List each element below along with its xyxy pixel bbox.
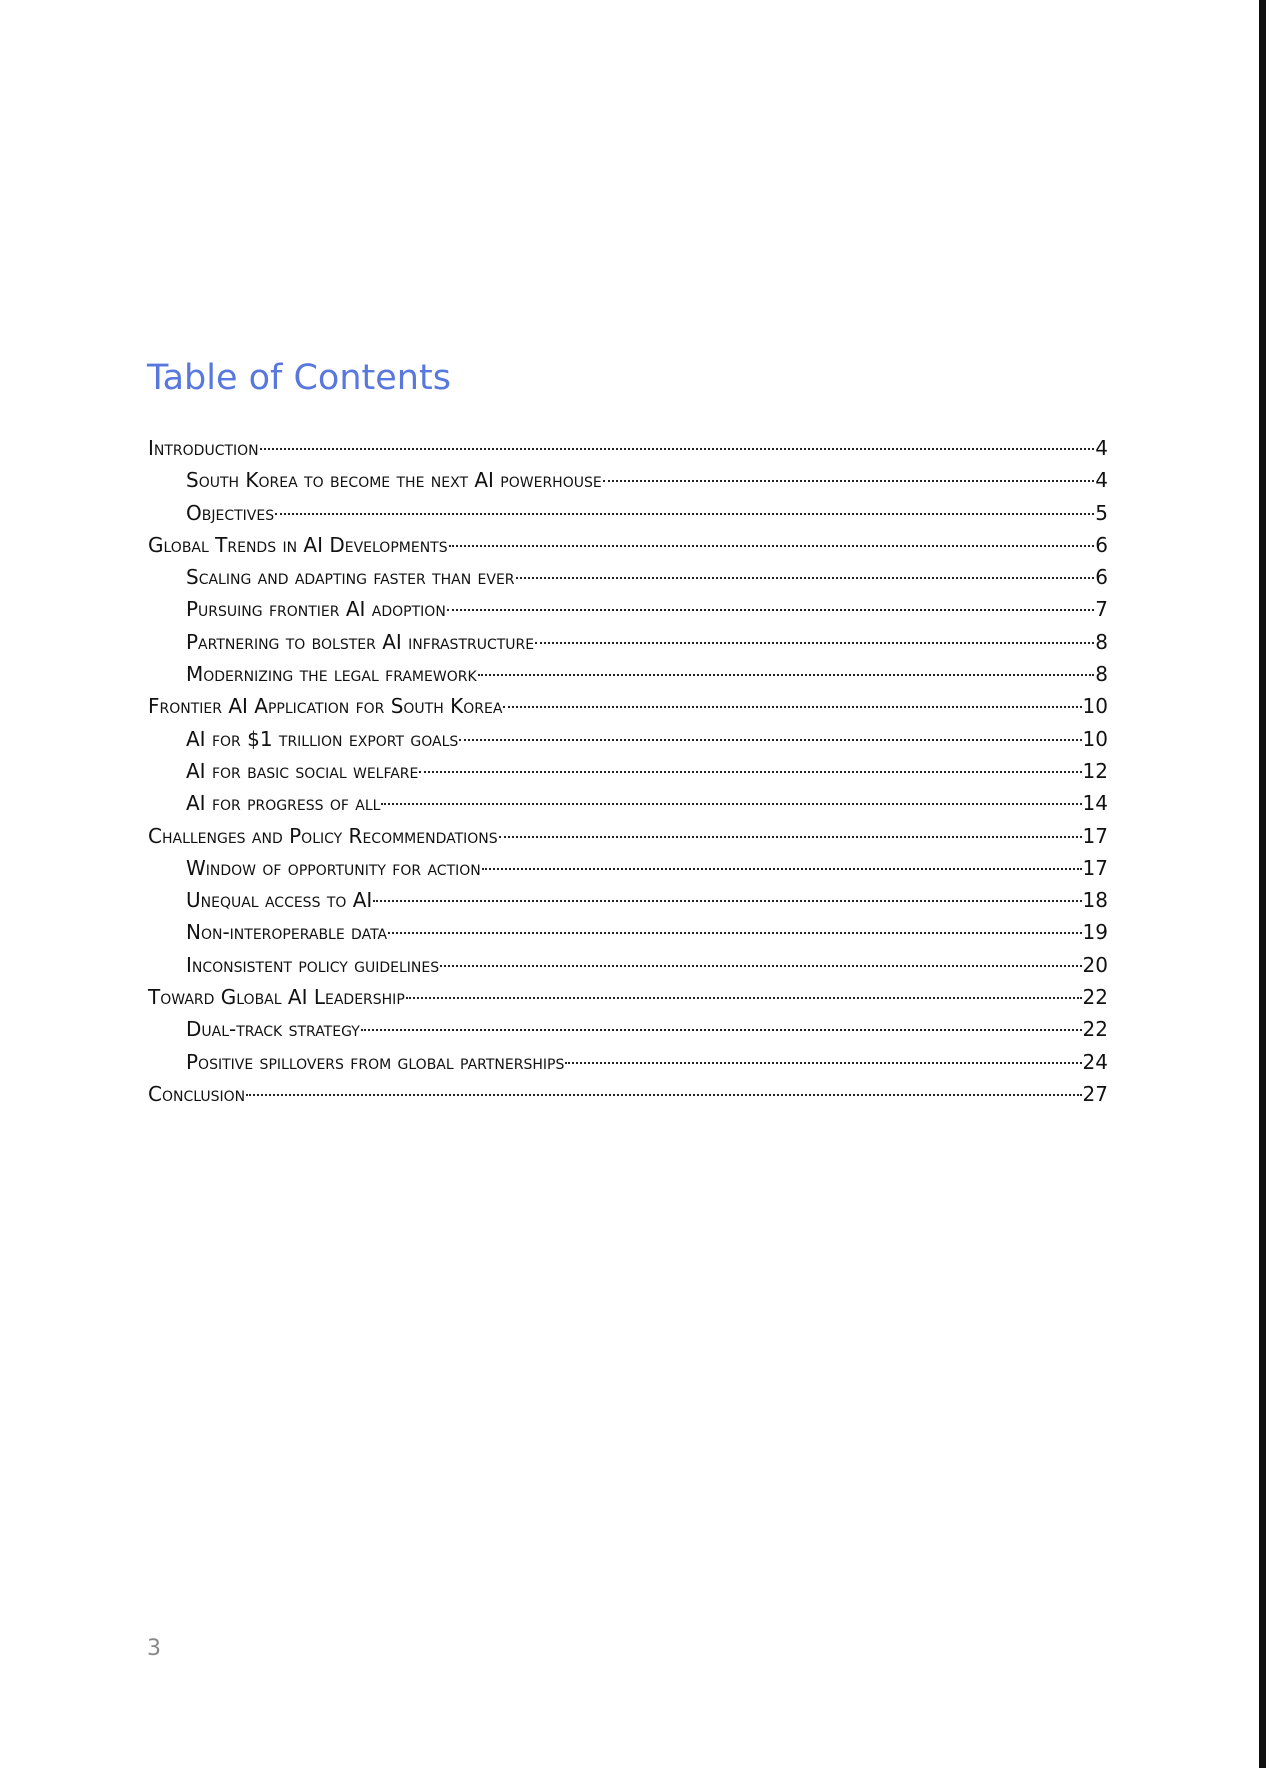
toc-subsection-entry[interactable] <box>148 464 1108 496</box>
dot-leader <box>361 1029 1082 1031</box>
toc-entry-page-number: 5 <box>1095 500 1108 525</box>
toc-subsection-entry[interactable] <box>148 852 1108 884</box>
dot-leader <box>381 803 1081 805</box>
toc-entry-label: AI for $1 trillion export goals <box>186 726 459 751</box>
toc-entry-label: Pursuing frontier AI adoption <box>186 597 446 622</box>
toc-subsection-entry[interactable] <box>148 949 1108 981</box>
dot-leader <box>260 448 1095 450</box>
toc-entry-page-number: 6 <box>1095 532 1108 557</box>
toc-subsection-entry[interactable] <box>148 658 1108 690</box>
toc-entry-page-number: 17 <box>1082 855 1108 880</box>
toc-entry-page-number: 22 <box>1082 985 1108 1010</box>
dot-leader <box>603 480 1095 482</box>
toc-entry-label: South Korea to become the next AI powerhouse <box>186 468 602 493</box>
toc-subsection-entry[interactable] <box>148 1013 1108 1045</box>
dot-leader <box>482 868 1082 870</box>
toc-entry-label: Objectives <box>186 500 275 525</box>
toc-entry-label: Toward Global AI Leadership <box>148 985 405 1010</box>
toc-entry-label: Positive spillovers from global partnerships <box>186 1049 565 1074</box>
toc-subsection-entry[interactable] <box>148 755 1108 787</box>
toc-entry-page-number: 27 <box>1082 1081 1108 1106</box>
toc-subsection-entry[interactable] <box>148 1046 1108 1078</box>
toc-entry-page-number: 7 <box>1095 597 1108 622</box>
dot-leader <box>447 609 1094 611</box>
toc-entry-label: AI for progress of all <box>186 791 381 816</box>
toc-entry-label: Non-interoperable data <box>186 920 388 945</box>
toc-entry-label: Modernizing the legal framework <box>186 662 477 687</box>
dot-leader <box>478 674 1095 676</box>
toc-section-entry[interactable] <box>148 432 1108 464</box>
toc-entry-page-number: 18 <box>1082 888 1108 913</box>
toc-entry-page-number: 17 <box>1082 823 1108 848</box>
toc-entry-label: Conclusion <box>148 1081 246 1106</box>
dot-leader <box>246 1094 1081 1096</box>
toc-subsection-entry[interactable] <box>148 916 1108 948</box>
toc-section-entry[interactable] <box>148 981 1108 1013</box>
toc-section-entry[interactable] <box>148 820 1108 852</box>
toc-entry-page-number: 10 <box>1082 694 1108 719</box>
dot-leader <box>388 932 1081 934</box>
toc-entry-page-number: 8 <box>1095 629 1108 654</box>
toc-entry-label: Unequal access to AI <box>186 888 373 913</box>
dot-leader <box>499 836 1082 838</box>
dot-leader <box>275 513 1094 515</box>
dot-leader <box>406 997 1082 999</box>
toc-subsection-entry[interactable] <box>148 723 1108 755</box>
dot-leader <box>535 642 1094 644</box>
toc-entry-page-number: 6 <box>1095 565 1108 590</box>
toc-entry-label: Frontier AI Application for South Korea <box>148 694 503 719</box>
toc-entry-page-number: 4 <box>1095 436 1108 460</box>
dot-leader <box>449 545 1095 547</box>
toc-subsection-entry[interactable] <box>148 497 1108 529</box>
toc-entry-label: Partnering to bolster AI infrastructure <box>186 629 535 654</box>
dot-leader <box>565 1062 1081 1064</box>
toc-section-entry[interactable] <box>148 690 1108 722</box>
toc-subsection-entry[interactable] <box>148 561 1108 593</box>
toc-entry-page-number: 14 <box>1082 791 1108 816</box>
toc-entry-page-number: 10 <box>1082 726 1108 751</box>
dot-leader <box>440 965 1081 967</box>
toc-entry-label: Dual-track strategy <box>186 1017 360 1042</box>
toc-entry-label: Challenges and Policy Recommendations <box>148 823 498 848</box>
page-title: Table of Contents <box>147 358 451 398</box>
toc-entry-page-number: 19 <box>1082 920 1108 945</box>
page-edge-divider <box>1259 0 1266 1768</box>
toc-entry-label: Inconsistent policy guidelines <box>186 952 440 977</box>
toc-subsection-entry[interactable] <box>148 626 1108 658</box>
toc-section-entry[interactable] <box>148 529 1108 561</box>
toc-subsection-entry[interactable] <box>148 884 1108 916</box>
toc-entry-label: Window of opportunity for action <box>186 855 481 880</box>
page-number: 3 <box>147 1636 161 1661</box>
dot-leader <box>373 900 1081 902</box>
toc-entry-page-number: 22 <box>1082 1017 1108 1042</box>
toc-section-entry[interactable] <box>148 1078 1108 1110</box>
toc-entry-label: AI for basic social welfare <box>186 758 419 783</box>
dot-leader <box>516 577 1095 579</box>
toc-subsection-entry[interactable] <box>148 593 1108 625</box>
toc-entry-page-number: 12 <box>1082 758 1108 783</box>
toc-entry-label: Global Trends in AI Developments <box>148 532 448 557</box>
dot-leader <box>419 771 1081 773</box>
toc-entry-label: Introduction <box>148 436 259 460</box>
dot-leader <box>503 706 1081 708</box>
toc-entry-label: Scaling and adapting faster than ever <box>186 565 515 590</box>
table-of-contents <box>148 432 1108 1110</box>
toc-entry-page-number: 4 <box>1095 468 1108 493</box>
toc-entry-page-number: 20 <box>1082 952 1108 977</box>
toc-subsection-entry[interactable] <box>148 787 1108 819</box>
toc-entry-page-number: 8 <box>1095 662 1108 687</box>
dot-leader <box>459 739 1081 741</box>
toc-entry-page-number: 24 <box>1082 1049 1108 1074</box>
